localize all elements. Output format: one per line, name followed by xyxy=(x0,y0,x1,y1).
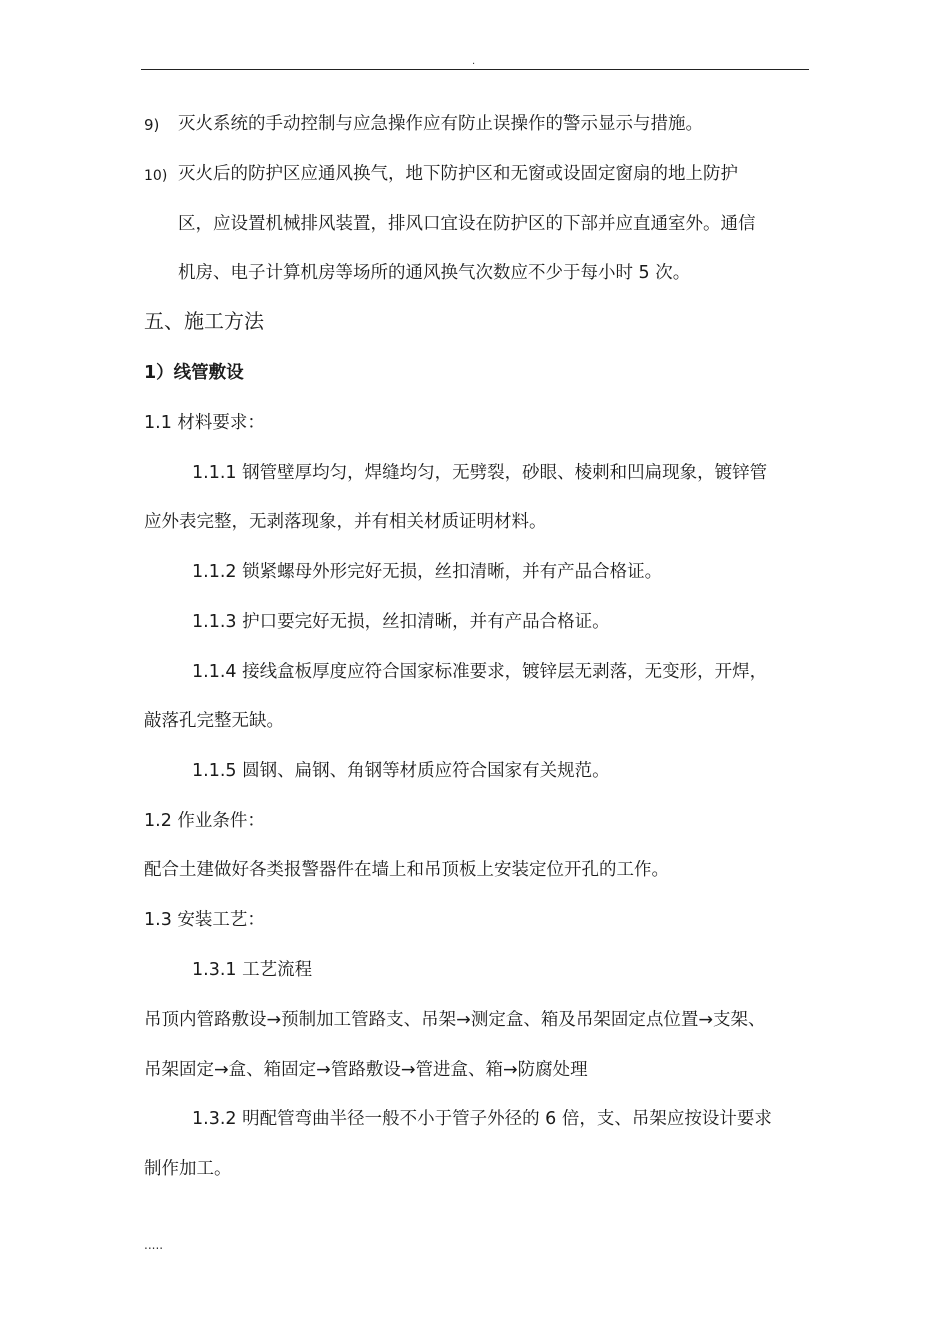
item-9-number: 9) xyxy=(144,116,160,134)
header-rule xyxy=(141,69,809,70)
subsection-title: 1）线管敷设 xyxy=(144,363,244,383)
para-1-1-1-line-2: 应外表完整，无剥落现象，并有相关材质证明材料。 xyxy=(144,512,547,532)
para-1-3-2-line-2: 制作加工。 xyxy=(144,1159,232,1179)
item-9-text: 灭火系统的手动控制与应急操作应有防止误操作的警示显示与措施。 xyxy=(178,114,703,134)
para-1-3-1: 1.3.1 工艺流程 xyxy=(192,960,313,980)
process-heading: 1.3 安装工艺： xyxy=(144,910,265,930)
page-header-mark: . xyxy=(472,56,476,67)
para-1-1-4-line-2: 敲落孔完整无缺。 xyxy=(144,711,284,731)
item-10-line-1: 灭火后的防护区应通风换气，地下防护区和无窗或设固定窗扇的地上防护 xyxy=(178,164,738,184)
page-footer-mark: ..... xyxy=(144,1238,164,1252)
para-1-1-3: 1.1.3 护口要完好无损，丝扣清晰，并有产品合格证。 xyxy=(192,612,610,632)
item-10-number: 10) xyxy=(144,168,168,184)
flow-line-2: 吊架固定→盒、箱固定→管路敷设→管进盒、箱→防腐处理 xyxy=(144,1060,588,1080)
para-1-3-2-line-1: 1.3.2 明配管弯曲半径一般不小于管子外径的 6 倍，支、吊架应按设计要求 xyxy=(192,1109,772,1129)
para-1-1-4-line-1: 1.1.4 接线盒板厚度应符合国家标准要求，镀锌层无剥落，无变形，开焊， xyxy=(192,662,768,682)
para-1-1-1-line-1: 1.1.1 钢管壁厚均匀，焊缝均匀，无劈裂，砂眼、棱刺和凹扁现象，镀锌管 xyxy=(192,463,768,483)
item-10-line-3: 机房、电子计算机房等场所的通风换气次数应不少于每小时 5 次。 xyxy=(178,263,691,283)
section-title: 五、施工方法 xyxy=(144,309,264,333)
materials-heading: 1.1 材料要求： xyxy=(144,413,265,433)
conditions-text: 配合土建做好各类报警器件在墙上和吊顶板上安装定位开孔的工作。 xyxy=(144,860,669,880)
item-10-line-2: 区，应设置机械排风装置，排风口宜设在防护区的下部并应直通室外。通信 xyxy=(178,214,756,234)
flow-line-1: 吊顶内管路敷设→预制加工管路支、吊架→测定盒、箱及吊架固定点位置→支架、 xyxy=(144,1010,766,1030)
para-1-1-5: 1.1.5 圆钢、扁钢、角钢等材质应符合国家有关规范。 xyxy=(192,761,610,781)
conditions-heading: 1.2 作业条件： xyxy=(144,811,265,831)
para-1-1-2: 1.1.2 锁紧螺母外形完好无损，丝扣清晰，并有产品合格证。 xyxy=(192,562,663,582)
